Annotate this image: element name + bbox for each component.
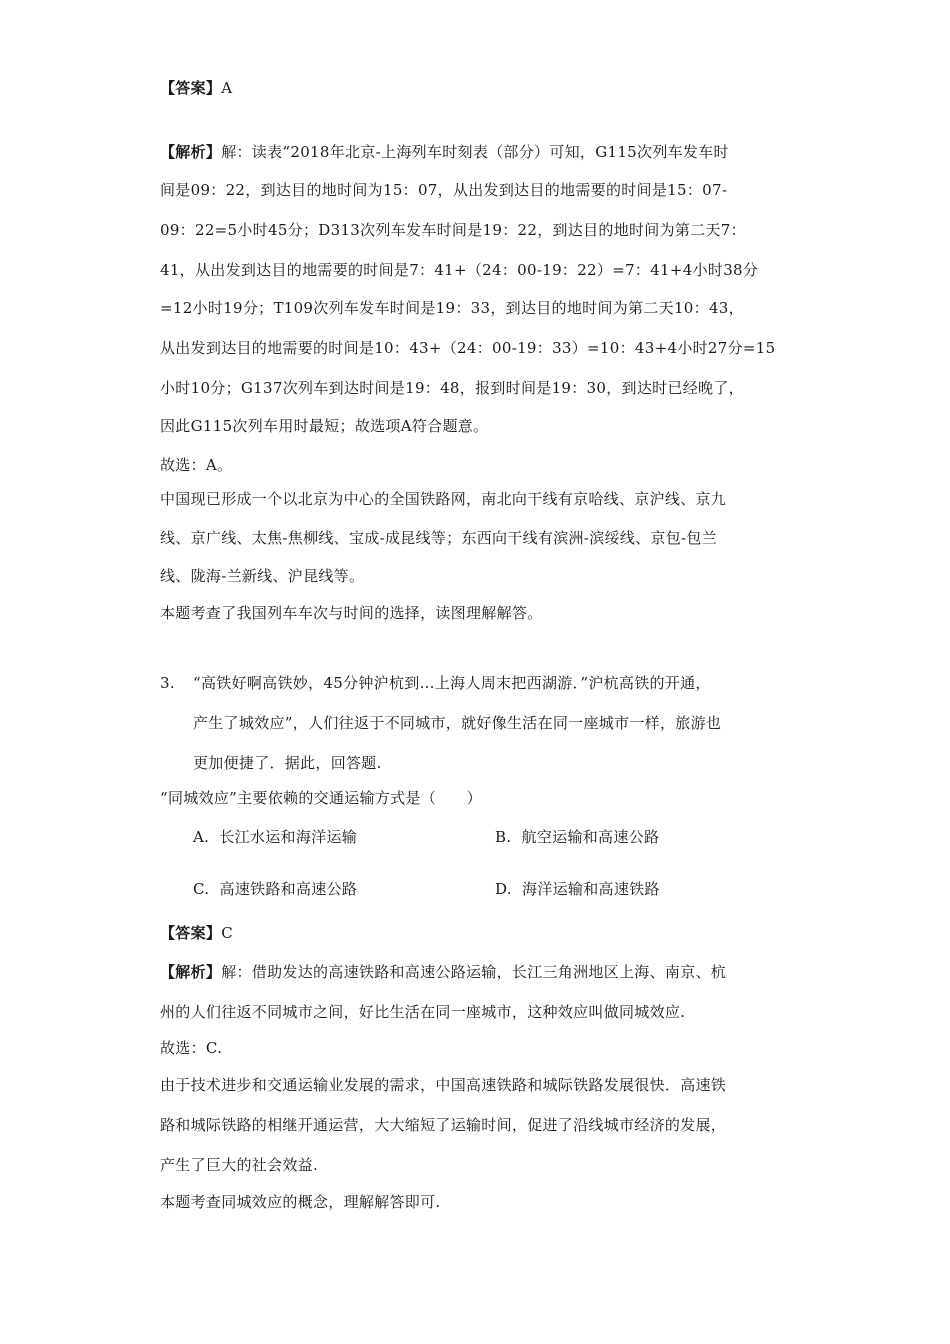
analysis-line [160, 142, 800, 162]
option-label: A. [193, 828, 210, 846]
answer-value: C [221, 924, 233, 942]
analysis-text: 因此G115次列车用时最短；故选项A符合题意。 [160, 417, 489, 435]
question-prompt: “同城效应”主要依赖的交通运输方式是（ ） [160, 789, 482, 807]
question-number: 3. [160, 674, 175, 692]
question-stem: 更加便捷了．据此，回答题. [193, 754, 382, 772]
option-b [495, 827, 775, 847]
extra-text: 由于技术进步和交通运输业发展的需求，中国高速铁路和城际铁路发展很快．高速铁 [160, 1076, 727, 1094]
analysis-text: 09：22=5小时45分；D313次列车发车时间是19：22，到达目的地时间为第二天7： [160, 221, 746, 239]
extra-text: 路和城际铁路的相继开通运营，大大缩短了运输时间，促进了沿线城市经济的发展， [160, 1116, 727, 1134]
analysis-tag: 【解析】 [160, 143, 222, 161]
answer-tag: 【答案】 [160, 924, 222, 942]
summary-text: 本题考查同城效应的概念，理解解答即可. [160, 1193, 441, 1211]
analysis-text: 解：借助发达的高速铁路和高速公路运输，长江三角洲地区上海、南京、杭 [221, 963, 727, 981]
analysis-text: 从出发到达目的地需要的时间是10：43+（24：00-19：33）=10：43+4小时27分=15 [160, 339, 776, 357]
option-label: D. [495, 880, 512, 898]
option-label: B. [495, 828, 512, 846]
extra-text: 中国现已形成一个以北京为中心的全国铁路网，南北向干线有京哈线、京沪线、京九 [160, 490, 727, 508]
answer-tag: 【答案】 [160, 79, 222, 97]
option-d [495, 879, 775, 899]
option-a [193, 827, 473, 847]
extra-text: 产生了巨大的社会效益. [160, 1156, 319, 1174]
analysis-text: =12小时19分；T109次列车发车时间是19：33，到达目的地时间为第二天10：43， [160, 299, 744, 317]
analysis-text: 41，从出发到达目的地需要的时间是7：41+（24：00-19：22）=7：41+4小时38分 [160, 261, 759, 279]
analysis-text: 小时10分；G137次列车到达时间是19：48，报到时间是19：30，到达时已经晚了， [160, 379, 744, 397]
analysis-text: 间是09：22，到达目的地时间为15：07，从出发到达目的地需要的时间是15：07- [160, 181, 728, 199]
analysis-text: 州的人们往返不同城市之间，好比生活在同一座城市，这种效应叫做同城效应. [160, 1003, 686, 1021]
answer-line-1 [160, 78, 800, 98]
answer-value: A [221, 79, 233, 97]
option-c [193, 879, 473, 899]
question-stem: 产生了城效应”，人们往返于不同城市，就好像生活在同一座城市一样，旅游也 [193, 714, 722, 732]
analysis-text: 解：读表“2018年北京-上海列车时刻表（部分）可知，G115次列车发车时 [221, 143, 729, 161]
analysis-tag: 【解析】 [160, 963, 222, 981]
option-text: 海洋运输和高速铁路 [522, 880, 660, 898]
summary-text: 本题考查了我国列车车次与时间的选择，读图理解解答。 [160, 604, 543, 622]
option-text: 航空运输和高速公路 [521, 828, 660, 846]
option-text: 长江水运和海洋运输 [219, 828, 358, 846]
choice-line: 故选：C. [160, 1039, 223, 1057]
answer-line-2 [160, 923, 800, 943]
choice-line: 故选：A。 [160, 456, 233, 474]
option-label: C. [193, 880, 210, 898]
analysis-line [160, 962, 800, 982]
extra-text: 线、京广线、太焦-焦柳线、宝成-成昆线等；东西向干线有滨洲-滨绥线、京包-包兰 [160, 529, 717, 547]
extra-text: 线、陇海-兰新线、沪昆线等。 [160, 567, 365, 585]
question-stem: “高铁好啊高铁妙，45分钟沪杭到…上海人周末把西湖游．”沪杭高铁的开通， [193, 674, 711, 692]
option-text: 高速铁路和高速公路 [219, 880, 358, 898]
